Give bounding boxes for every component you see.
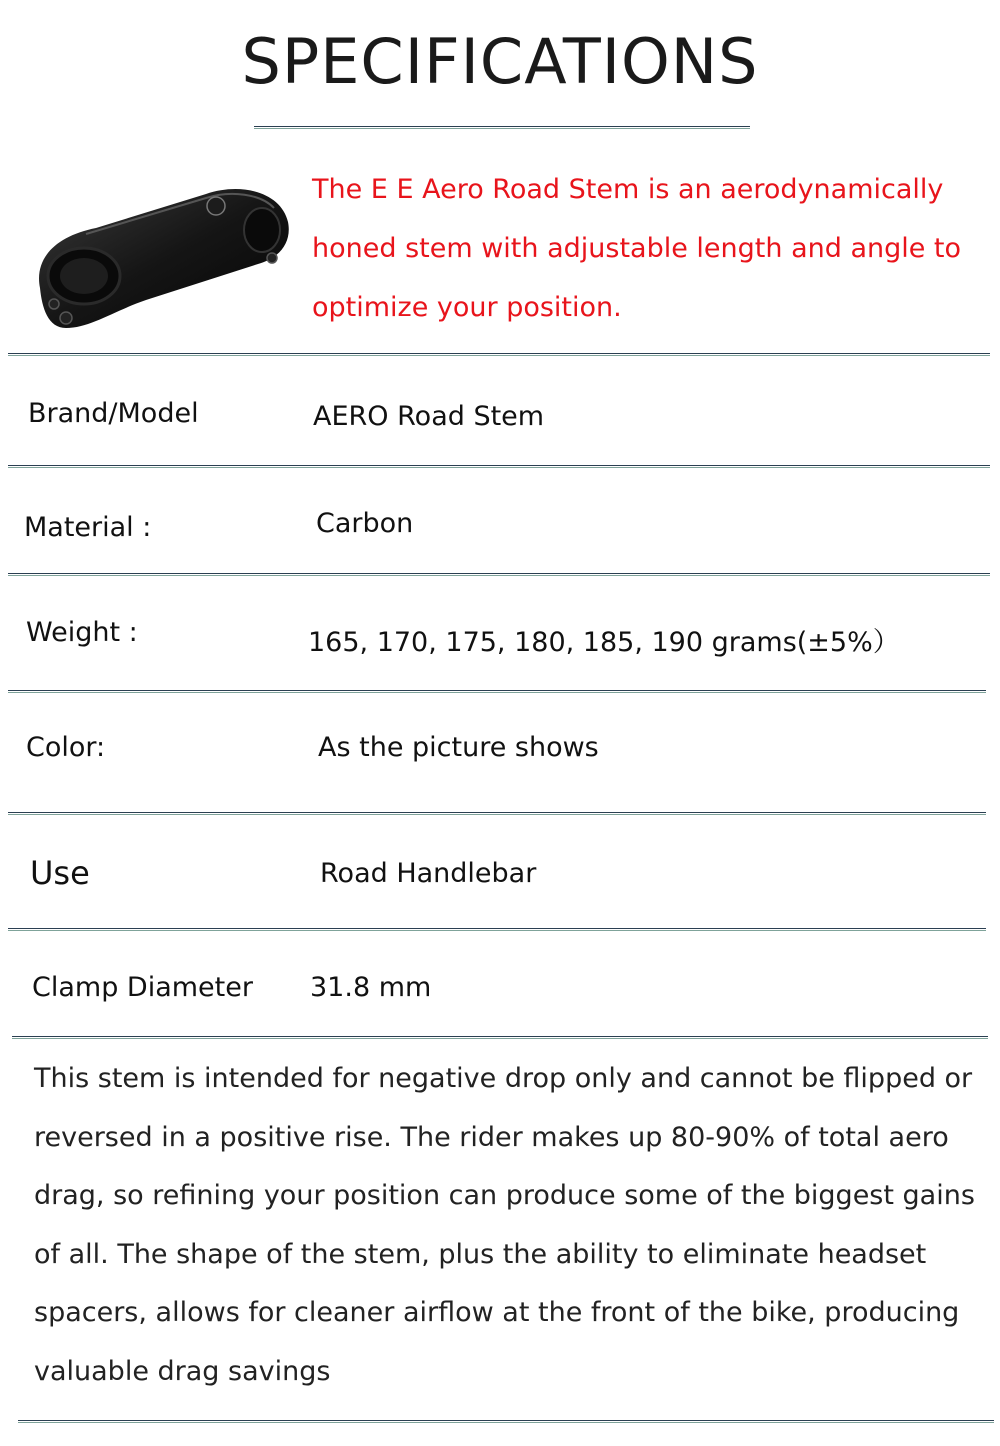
description-line: of all. The shape of the stem, plus the ability to eliminate headset	[34, 1238, 927, 1270]
description-line: reversed in a positive rise. The rider makes up 80-90% of total aero	[34, 1121, 949, 1153]
title-divider	[254, 126, 750, 129]
spec-value-weight: 165, 170, 175, 180, 185, 190 grams(±5%）	[308, 627, 900, 658]
table-divider	[8, 465, 990, 468]
spec-value-material: Carbon	[316, 508, 414, 539]
description-line: spacers, allows for cleaner airflow at the front of the bike, producing	[34, 1297, 960, 1328]
description-line: This stem is intended for negative drop only and cannot be flipped or	[34, 1063, 973, 1094]
spec-label-clamp-diameter: Clamp Diameter	[32, 972, 253, 1003]
table-divider	[8, 928, 986, 931]
intro-line: optimize your position.	[312, 292, 622, 323]
page-title: SPECIFICATIONS	[241, 25, 759, 98]
table-divider	[8, 353, 990, 356]
description-text	[34, 1050, 984, 1401]
spec-value-color: As the picture shows	[318, 732, 599, 763]
spec-label-brand-model: Brand/Model	[28, 398, 199, 429]
spec-label-color: Color:	[26, 732, 106, 763]
table-divider	[8, 690, 986, 693]
intro-line: The E E Aero Road Stem is an aerodynamically	[312, 174, 944, 205]
footer-divider	[18, 1420, 994, 1423]
spec-label-use: Use	[30, 854, 90, 892]
spec-value-use: Road Handlebar	[320, 858, 537, 889]
table-divider	[8, 812, 986, 815]
spec-label-weight: Weight :	[26, 617, 138, 648]
intro-line: honed stem with adjustable length and angle to	[312, 233, 962, 264]
spec-value-brand-model: AERO Road Stem	[313, 401, 545, 432]
spec-label-material: Material :	[24, 512, 152, 543]
table-divider	[8, 573, 990, 576]
description-line: valuable drag savings	[34, 1355, 331, 1387]
table-divider	[12, 1036, 988, 1039]
aero-road-stem-photo	[26, 178, 294, 344]
description-line: drag, so refining your position can produce some of the biggest gains	[34, 1180, 975, 1211]
spec-value-clamp-diameter: 31.8 mm	[310, 972, 432, 1003]
intro-text	[312, 160, 982, 337]
